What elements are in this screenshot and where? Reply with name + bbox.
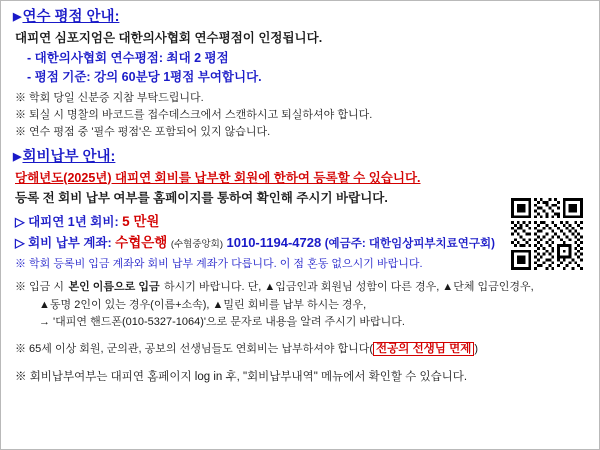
note-2-bold: 본인 이름으로 입금 (68, 280, 160, 293)
triangle-marker-icon: ▶ (13, 11, 22, 23)
section-1-note-2: ※ 퇴실 시 명찰의 바코드를 접수데스크에서 스캔하시고 퇴실하셔야 합니다. (15, 109, 373, 121)
qr-code-image (511, 198, 583, 270)
fee-amount: 5 만원 (122, 213, 160, 229)
section-1-heading: ▶연수 평점 안내: (13, 9, 120, 25)
section-2-note-3: ▲동명 2인이 있는 경우(이름+소속), ▲밀린 회비를 납부 하시는 경우, (39, 298, 367, 311)
account-number: 1010-1194-4728 (226, 235, 322, 250)
section-2-black-line: 등록 전 회비 납부 여부를 홈페이지를 통하여 확인해 주시기 바랍니다. (15, 191, 388, 205)
note-2-prefix: ※ 입금 시 (15, 280, 64, 293)
exempt-line (13, 340, 587, 356)
section-2-red-line: 당해년도(2025년) 대피연 회비를 납부한 회원에 한하여 등록할 수 있습니다. (15, 170, 421, 185)
section-1-bullet-1: - 대한의사협회 연수평점: 최대 2 평점 (27, 51, 229, 65)
bank-subname: (수협중앙회) (170, 239, 224, 250)
exempt-prefix: ※ 65세 이상 회원, 군의관, 공보의 선생님들도 연회비는 납부하셔야 합니다( (15, 342, 374, 355)
note-2-suffix: 하시기 바랍니다. 단, ▲입금인과 회원님 성함이 다른 경우, ▲단체 입금인경우, (164, 280, 534, 293)
fee-marker-icon: ▷ (15, 214, 25, 229)
section-2-note-4: → '대피연 핸드폰(010-5327-1064)'으로 문자로 내용을 알려 주시기 바랍니다. (39, 315, 405, 328)
section-2-note-1: ※ 학회 등록비 입금 계좌와 회비 납부 계좌가 다릅니다. 이 점 혼동 없으시기 바랍니다. (15, 257, 423, 270)
triangle-marker-icon-2: ▶ (13, 151, 22, 163)
section-1-intro: 대피연 심포지엄은 대한의사협회 연수평점이 인정됩니다. (15, 30, 323, 45)
membership-fee-row (13, 215, 587, 229)
last-line-suffix: " 메뉴에서 확인할 수 있습니다. (313, 370, 468, 383)
account-holder: (예금주: 대한임상피부치료연구회) (324, 238, 495, 250)
account-row (13, 236, 587, 251)
account-label: 회비 납부 계좌: (28, 236, 112, 250)
bank-name: 수협은행 (115, 235, 168, 250)
account-marker-icon: ▷ (15, 236, 25, 250)
last-line-prefix: ※ 회비납부여부는 대피연 홈페이지 log in 후, " (15, 370, 248, 383)
last-line-quoted: 회비납부내역 (247, 370, 314, 383)
exempt-suffix: ) (474, 342, 478, 355)
last-line (13, 368, 587, 384)
section-2-heading: ▶회비납부 안내: (13, 149, 116, 165)
section-1-bullet-2: - 평점 기준: 강의 60분당 1평점 부여합니다. (27, 69, 262, 84)
fee-label: 대피연 1년 회비: (28, 214, 119, 229)
section-2-note-2 (13, 278, 587, 294)
exempt-highlight: 전공의 선생님 면제 (373, 342, 474, 356)
qr-code-container (511, 198, 583, 270)
section-1-note-1: ※ 학회 당일 신분증 지참 부탁드립니다. (15, 92, 204, 104)
section-1-note-3: ※ 연수 평점 중 '필수 평점'은 포함되어 있지 않습니다. (15, 126, 271, 138)
